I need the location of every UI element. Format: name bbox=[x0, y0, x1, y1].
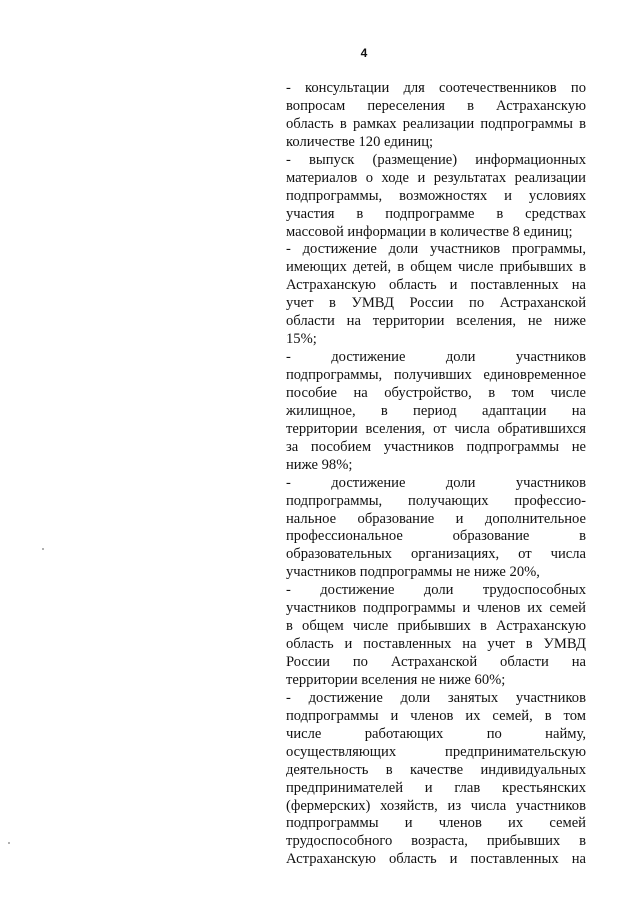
text-line: область и поставленных на учет в УМВД bbox=[286, 636, 586, 653]
text-line: в общем числе прибывших в Астраханскую bbox=[286, 618, 586, 635]
text-line: профессиональное образование в bbox=[286, 528, 586, 545]
text-line: (фермерских) хозяйств, из числа участников bbox=[286, 797, 586, 814]
text-line: - выпуск (размещение) информационных bbox=[286, 151, 586, 168]
text-line: подпрограммы, получивших единовременное bbox=[286, 367, 586, 383]
text-line: ниже 98%; bbox=[286, 456, 353, 473]
text-line: осуществляющих предпринимательскую bbox=[286, 743, 586, 760]
text-line: - достижение доли участников bbox=[286, 474, 586, 491]
text-line: - достижение доли занятых участников bbox=[286, 689, 586, 706]
text-line: деятельность в качестве индивидуальных bbox=[286, 761, 586, 778]
text-line: имеющих детей, в общем числе прибывших в bbox=[286, 259, 586, 276]
text-line: материалов о ходе и результатах реализации bbox=[286, 169, 586, 186]
text-line: предпринимателей и глав крестьянских bbox=[286, 779, 586, 796]
text-line: нальное образование и дополнительное bbox=[286, 510, 586, 527]
text-line: территории вселения не ниже 60%; bbox=[286, 671, 506, 688]
text-line: область в рамках реализации подпрограммы в bbox=[286, 115, 586, 132]
text-line: участия в подпрограмме в средствах bbox=[286, 205, 586, 222]
text-line: подпрограммы, возможностях и условиях bbox=[286, 187, 586, 204]
text-line: территории вселения, от числа обратившихся bbox=[286, 420, 586, 437]
text-line: трудоспособного возраста, прибывших в bbox=[286, 833, 586, 850]
text-line: количестве 120 единиц; bbox=[286, 133, 434, 150]
text-line: жилищное, в период адаптации на bbox=[286, 402, 586, 419]
page-number: 4 bbox=[360, 46, 368, 60]
text-line: - консультации для соотечественников по bbox=[286, 80, 586, 96]
text-line: массовой информации в количестве 8 единиц; bbox=[286, 223, 573, 240]
text-line: учет в УМВД России по Астраханской bbox=[286, 295, 586, 312]
text-line: 15%; bbox=[286, 331, 317, 348]
text-line: участников подпрограммы и членов их семей bbox=[286, 600, 586, 617]
text-line: за пособием участников подпрограммы не bbox=[286, 438, 586, 455]
text-line: Астраханскую область и поставленных на bbox=[286, 851, 586, 868]
scan-speck bbox=[8, 842, 10, 844]
text-line: числе работающих по найму, bbox=[286, 725, 586, 742]
text-line: - достижение доли трудоспособных bbox=[286, 582, 586, 599]
body-text-column bbox=[286, 80, 586, 869]
text-line: образовательных организациях, от числа bbox=[286, 546, 586, 563]
text-line: подпрограммы и членов их семей, в том bbox=[286, 707, 586, 724]
scan-speck bbox=[42, 548, 44, 550]
text-line: вопросам переселения в Астраханскую bbox=[286, 97, 586, 114]
text-line: России по Астраханской области на bbox=[286, 654, 586, 670]
text-line: подпрограммы, получающих профессио- bbox=[286, 492, 586, 509]
text-line: Астраханскую область и поставленных на bbox=[286, 277, 586, 294]
text-line: участников подпрограммы не ниже 20%, bbox=[286, 564, 540, 581]
text-line: области на территории вселения, не ниже bbox=[286, 313, 586, 330]
text-line: - достижение доли участников программы, bbox=[286, 241, 586, 258]
text-line: - достижение доли участников bbox=[286, 349, 586, 366]
text-line: подпрограммы и членов их семей bbox=[286, 815, 586, 832]
text-line: пособие на обустройство, в том числе bbox=[286, 384, 586, 401]
